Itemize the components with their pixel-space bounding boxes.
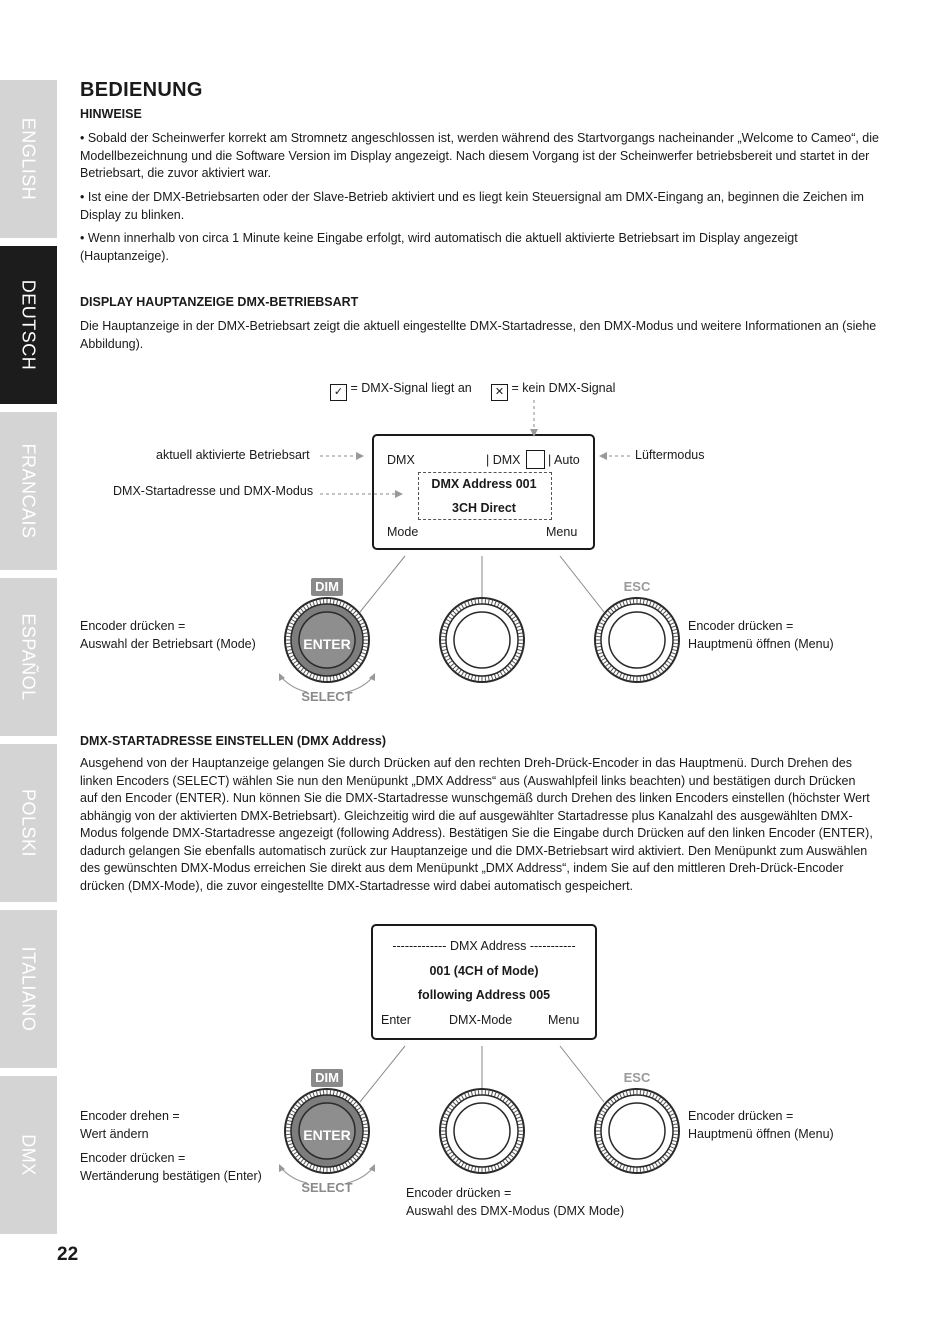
- label-start-address: DMX-Startadresse und DMX-Modus: [113, 484, 314, 498]
- side-tab-label: POLSKI: [18, 788, 39, 858]
- lcd-following-address: following Address 005: [417, 988, 551, 1002]
- connector-line: [360, 556, 405, 612]
- dim-badge: DIM: [311, 578, 343, 596]
- lcd-softkey-menu: Menu: [546, 525, 578, 539]
- note-line: Hauptmenü öffnen (Menu): [688, 636, 834, 651]
- note-line: Encoder drücken =: [406, 1186, 512, 1200]
- dim-badge: DIM: [311, 1069, 343, 1087]
- side-tab-label: ESPAÑOL: [18, 613, 39, 701]
- side-tab-label: ITALIANO: [18, 946, 39, 1032]
- note-line: Wertänderung bestätigen (Enter): [80, 1168, 262, 1183]
- esc-label: ESC: [623, 579, 651, 594]
- enter-label: ENTER: [303, 636, 351, 652]
- lcd-mode-text: DMX: [387, 453, 415, 467]
- note-line: Wert ändern: [80, 1126, 149, 1141]
- lcd-softkey-mode: Mode: [387, 525, 419, 539]
- note-line: Auswahl des DMX-Modus (DMX Mode): [406, 1203, 625, 1218]
- note-line: Encoder drücken =: [80, 619, 186, 633]
- note-line: Encoder drehen =: [80, 1109, 180, 1123]
- note-line: Hauptmenü öffnen (Menu): [688, 1126, 834, 1141]
- page-number: 22: [57, 1244, 79, 1265]
- note-line: Encoder drücken =: [688, 619, 794, 633]
- lcd-softkey-dmx-mode: DMX-Mode: [449, 1013, 513, 1027]
- select-label: SELECT: [301, 1180, 353, 1195]
- rotary-encoder[interactable]: [440, 1089, 524, 1173]
- section2-text: Ausgehend von der Hauptanzeige gelangen Sie durch Drücken auf den rechten Dreh-Drück-Encoder in das Hauptmenü. Durch Drehen des linken Encoders (SELECT) wählen Sie nun den Menüpunkt „DMX Address“ aus (Auswahlpfeil links beachten) und bestätigen durch Drücken auf den Encoder (ENTER). Nun können Sie die DMX-Startadresse wunschgemäß durch Drehen des linken Encoders einstellen (höchster Wert abhängig von der aktivierten DMX-Betriebsart). Gleichzeitig wird die auf ausgewählter Startadresse plus Kanalzahl des ausgewählten DMX-Modus folgende DMX-Startadresse angezeigt (following Address). Bestätigen Sie die Eingabe durch Drücken auf den linken Encoder (ENTER), dadurch gelangen Sie ebenfalls automatisch zurück zur Hauptanzeige und die DMX-Betriebsart wird aktiviert. Den Menüpunkt zum Auswählen des gewünschten DMX-Modus erreichen Sie direkt aus dem Menüpunkt „DMX Address“, indem Sie auf den mittleren Dreh-Drück-Encoder drücken (DMX-Mode), die zuvor eingestellte DMX-Startadresse wird dabei automatisch gespeichert.: [80, 756, 873, 893]
- hint-item-1: • Sobald der Scheinwerfer korrekt am Stromnetz angeschlossen ist, werden während des Startvorgangs nacheinander „Welcome to Cameo“, die Modellbezeichnung und die Software Version im Display angezeigt. Nach diesem Vorgang ist der Scheinwerfer betriebsbereit und startet in der Betriebsart, die zuvor aktiviert war.: [80, 131, 879, 180]
- esc-label: ESC: [623, 1070, 651, 1085]
- connector-line: [560, 1046, 604, 1102]
- lcd-fan-text: | Auto: [548, 453, 580, 467]
- page-title: BEDIENUNG: [80, 79, 203, 101]
- hint-item-3: • Wenn innerhalb von circa 1 Minute keine Eingabe erfolgt, wird automatisch die aktuell aktivierte Betriebsart im Display angezeigt (Hauptanzeige).: [80, 231, 798, 263]
- label-operating-mode: aktuell aktivierte Betriebsart: [156, 448, 310, 462]
- label-fan-mode: Lüftermodus: [635, 448, 705, 462]
- checkbox-cross-icon: ✕: [491, 384, 508, 401]
- legend-nosignal-text: = kein DMX-Signal: [511, 381, 616, 395]
- note-line: Auswahl der Betriebsart (Mode): [80, 636, 256, 651]
- lcd-address-value: 001 (4CH of Mode): [429, 964, 539, 978]
- lcd-softkey-enter: Enter: [381, 1013, 411, 1027]
- lcd-address: DMX Address 001: [431, 477, 537, 491]
- note-line: Encoder drücken =: [80, 1151, 186, 1165]
- hint-item-2: • Ist eine der DMX-Betriebsarten oder der Slave-Betrieb aktiviert und es liegt kein Steuersignal am DMX-Eingang an, beginnen die Zeichen im Display zu blinken.: [80, 190, 864, 222]
- side-tab-label: DMX: [18, 1134, 39, 1176]
- hints-heading: HINWEISE: [80, 107, 142, 121]
- checkbox-checked-icon: ✓: [330, 384, 347, 401]
- enter-label: ENTER: [303, 1127, 351, 1143]
- rotary-encoder[interactable]: [595, 598, 679, 682]
- side-tab-label: ENGLISH: [18, 117, 39, 201]
- section1-text: Die Hauptanzeige in der DMX-Betriebsart zeigt die aktuell eingestellte DMX-Startadresse, den DMX-Modus und weitere Informationen an (siehe Abbildung).: [80, 319, 877, 351]
- side-tab-label: DEUTSCH: [18, 279, 39, 371]
- rotary-encoder[interactable]: [440, 598, 524, 682]
- section2-heading: DMX-STARTADRESSE EINSTELLEN (DMX Address): [80, 734, 387, 748]
- lcd-menu-header: ------------- DMX Address -----------: [392, 939, 576, 953]
- legend-signal-text: = DMX-Signal liegt an: [350, 381, 472, 395]
- connector-line: [560, 556, 604, 612]
- lcd-softkey-menu: Menu: [548, 1013, 580, 1027]
- connector-line: [360, 1046, 405, 1102]
- lcd-dmx-label: | DMX: [486, 453, 521, 467]
- note-line: Encoder drücken =: [688, 1109, 794, 1123]
- lcd-mode: 3CH Direct: [452, 501, 516, 515]
- side-tab-label: FRANCAIS: [18, 443, 39, 539]
- select-label: SELECT: [301, 689, 353, 704]
- rotary-encoder[interactable]: [595, 1089, 679, 1173]
- section1-heading: DISPLAY HAUPTANZEIGE DMX-BETRIEBSART: [80, 295, 359, 309]
